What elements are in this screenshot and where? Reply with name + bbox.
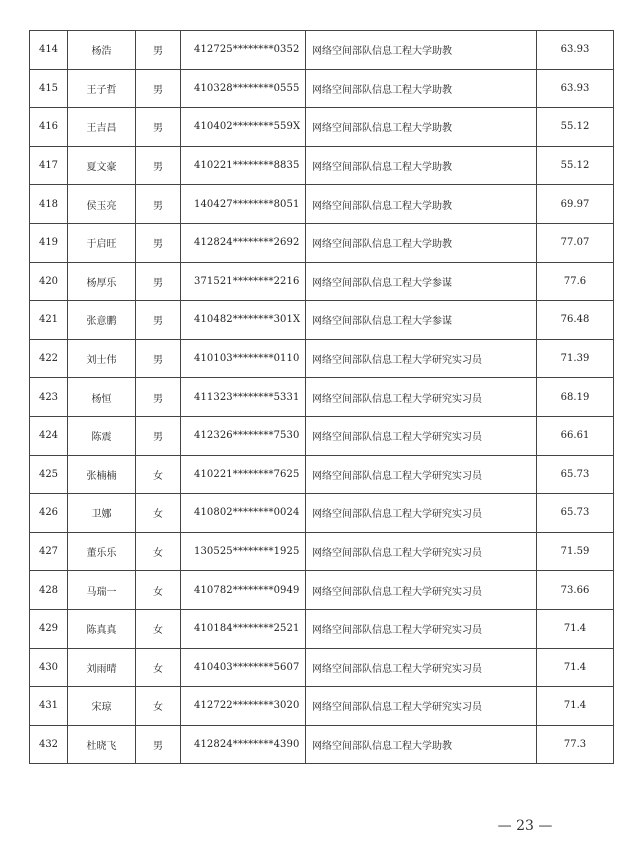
gender-cell: 男 (136, 146, 181, 185)
position-cell: 网络空间部队信息工程大学研究实习员 (306, 455, 537, 494)
position-cell: 网络空间部队信息工程大学研究实习员 (306, 648, 537, 687)
score-cell: 71.39 (537, 339, 614, 378)
table-row (30, 339, 614, 378)
table-row (30, 494, 614, 533)
row-number-cell: 431 (30, 687, 68, 726)
table-row (30, 378, 614, 417)
position-cell: 网络空间部队信息工程大学助教 (306, 108, 537, 147)
name-cell: 侯玉亮 (68, 185, 136, 224)
name-cell: 夏文豪 (68, 146, 136, 185)
id-number-cell: 410482********301X (181, 301, 306, 340)
score-cell: 69.97 (537, 185, 614, 224)
position-cell: 网络空间部队信息工程大学研究实习员 (306, 378, 537, 417)
name-cell: 杨恒 (68, 378, 136, 417)
gender-cell: 男 (136, 223, 181, 262)
score-cell: 71.4 (537, 687, 614, 726)
id-number-cell: 410221********8835 (181, 146, 306, 185)
name-cell: 张意鹏 (68, 301, 136, 340)
position-cell: 网络空间部队信息工程大学参谋 (306, 301, 537, 340)
row-number-cell: 424 (30, 416, 68, 455)
name-cell: 刘雨晴 (68, 648, 136, 687)
position-cell: 网络空间部队信息工程大学研究实习员 (306, 532, 537, 571)
position-cell: 网络空间部队信息工程大学助教 (306, 223, 537, 262)
table-row (30, 532, 614, 571)
gender-cell: 女 (136, 648, 181, 687)
id-number-cell: 410103********0110 (181, 339, 306, 378)
name-cell: 张楠楠 (68, 455, 136, 494)
score-cell: 55.12 (537, 108, 614, 147)
id-number-cell: 140427********8051 (181, 185, 306, 224)
gender-cell: 男 (136, 31, 181, 70)
position-cell: 网络空间部队信息工程大学研究实习员 (306, 609, 537, 648)
gender-cell: 女 (136, 571, 181, 610)
name-cell: 马瑞一 (68, 571, 136, 610)
position-cell: 网络空间部队信息工程大学助教 (306, 69, 537, 108)
position-cell: 网络空间部队信息工程大学参谋 (306, 262, 537, 301)
gender-cell: 女 (136, 455, 181, 494)
row-number-cell: 429 (30, 609, 68, 648)
row-number-cell: 421 (30, 301, 68, 340)
id-number-cell: 410221********7625 (181, 455, 306, 494)
table-row (30, 301, 614, 340)
score-cell: 65.73 (537, 455, 614, 494)
name-cell: 杨厚乐 (68, 262, 136, 301)
score-cell: 71.4 (537, 609, 614, 648)
name-cell: 杨浩 (68, 31, 136, 70)
gender-cell: 男 (136, 262, 181, 301)
table-row (30, 31, 614, 70)
gender-cell: 男 (136, 339, 181, 378)
gender-cell: 男 (136, 108, 181, 147)
table-row (30, 609, 614, 648)
name-cell: 杜晓飞 (68, 725, 136, 764)
score-cell: 63.93 (537, 31, 614, 70)
table-row (30, 455, 614, 494)
row-number-cell: 414 (30, 31, 68, 70)
table-row (30, 571, 614, 610)
table-row (30, 416, 614, 455)
score-cell: 66.61 (537, 416, 614, 455)
id-number-cell: 410184********2521 (181, 609, 306, 648)
name-cell: 陈震 (68, 416, 136, 455)
results-table (29, 30, 614, 764)
score-cell: 77.3 (537, 725, 614, 764)
name-cell: 陈真真 (68, 609, 136, 648)
page-number: — 23 — (497, 818, 553, 834)
table-row (30, 146, 614, 185)
row-number-cell: 432 (30, 725, 68, 764)
name-cell: 卫娜 (68, 494, 136, 533)
table-row (30, 648, 614, 687)
id-number-cell: 130525********1925 (181, 532, 306, 571)
position-cell: 网络空间部队信息工程大学研究实习员 (306, 571, 537, 610)
position-cell: 网络空间部队信息工程大学助教 (306, 31, 537, 70)
name-cell: 宋琼 (68, 687, 136, 726)
row-number-cell: 416 (30, 108, 68, 147)
table-row (30, 223, 614, 262)
row-number-cell: 417 (30, 146, 68, 185)
gender-cell: 女 (136, 609, 181, 648)
score-cell: 63.93 (537, 69, 614, 108)
gender-cell: 男 (136, 378, 181, 417)
id-number-cell: 410328********0555 (181, 69, 306, 108)
id-number-cell: 412725********0352 (181, 31, 306, 70)
gender-cell: 男 (136, 185, 181, 224)
table-row (30, 185, 614, 224)
id-number-cell: 410402********559X (181, 108, 306, 147)
gender-cell: 女 (136, 532, 181, 571)
position-cell: 网络空间部队信息工程大学研究实习员 (306, 339, 537, 378)
row-number-cell: 425 (30, 455, 68, 494)
table-row (30, 725, 614, 764)
name-cell: 董乐乐 (68, 532, 136, 571)
id-number-cell: 410403********5607 (181, 648, 306, 687)
name-cell: 王吉昌 (68, 108, 136, 147)
id-number-cell: 410802********0024 (181, 494, 306, 533)
gender-cell: 男 (136, 301, 181, 340)
row-number-cell: 422 (30, 339, 68, 378)
gender-cell: 女 (136, 687, 181, 726)
score-cell: 76.48 (537, 301, 614, 340)
gender-cell: 男 (136, 416, 181, 455)
row-number-cell: 423 (30, 378, 68, 417)
position-cell: 网络空间部队信息工程大学助教 (306, 185, 537, 224)
score-cell: 71.4 (537, 648, 614, 687)
row-number-cell: 428 (30, 571, 68, 610)
id-number-cell: 412824********4390 (181, 725, 306, 764)
id-number-cell: 410782********0949 (181, 571, 306, 610)
name-cell: 于启旺 (68, 223, 136, 262)
score-cell: 77.07 (537, 223, 614, 262)
score-cell: 71.59 (537, 532, 614, 571)
score-cell: 68.19 (537, 378, 614, 417)
table-row (30, 687, 614, 726)
position-cell: 网络空间部队信息工程大学研究实习员 (306, 494, 537, 533)
position-cell: 网络空间部队信息工程大学助教 (306, 146, 537, 185)
gender-cell: 男 (136, 725, 181, 764)
id-number-cell: 412824********2692 (181, 223, 306, 262)
row-number-cell: 427 (30, 532, 68, 571)
id-number-cell: 411323********5331 (181, 378, 306, 417)
row-number-cell: 415 (30, 69, 68, 108)
row-number-cell: 419 (30, 223, 68, 262)
position-cell: 网络空间部队信息工程大学研究实习员 (306, 416, 537, 455)
table-row (30, 262, 614, 301)
row-number-cell: 418 (30, 185, 68, 224)
gender-cell: 女 (136, 494, 181, 533)
results-table-body (30, 31, 614, 764)
score-cell: 73.66 (537, 571, 614, 610)
table-row (30, 108, 614, 147)
score-cell: 55.12 (537, 146, 614, 185)
name-cell: 王子哲 (68, 69, 136, 108)
id-number-cell: 412722********3020 (181, 687, 306, 726)
name-cell: 刘士伟 (68, 339, 136, 378)
position-cell: 网络空间部队信息工程大学助教 (306, 725, 537, 764)
id-number-cell: 371521********2216 (181, 262, 306, 301)
score-cell: 77.6 (537, 262, 614, 301)
position-cell: 网络空间部队信息工程大学研究实习员 (306, 687, 537, 726)
row-number-cell: 420 (30, 262, 68, 301)
gender-cell: 男 (136, 69, 181, 108)
table-row (30, 69, 614, 108)
row-number-cell: 426 (30, 494, 68, 533)
row-number-cell: 430 (30, 648, 68, 687)
id-number-cell: 412326********7530 (181, 416, 306, 455)
score-cell: 65.73 (537, 494, 614, 533)
